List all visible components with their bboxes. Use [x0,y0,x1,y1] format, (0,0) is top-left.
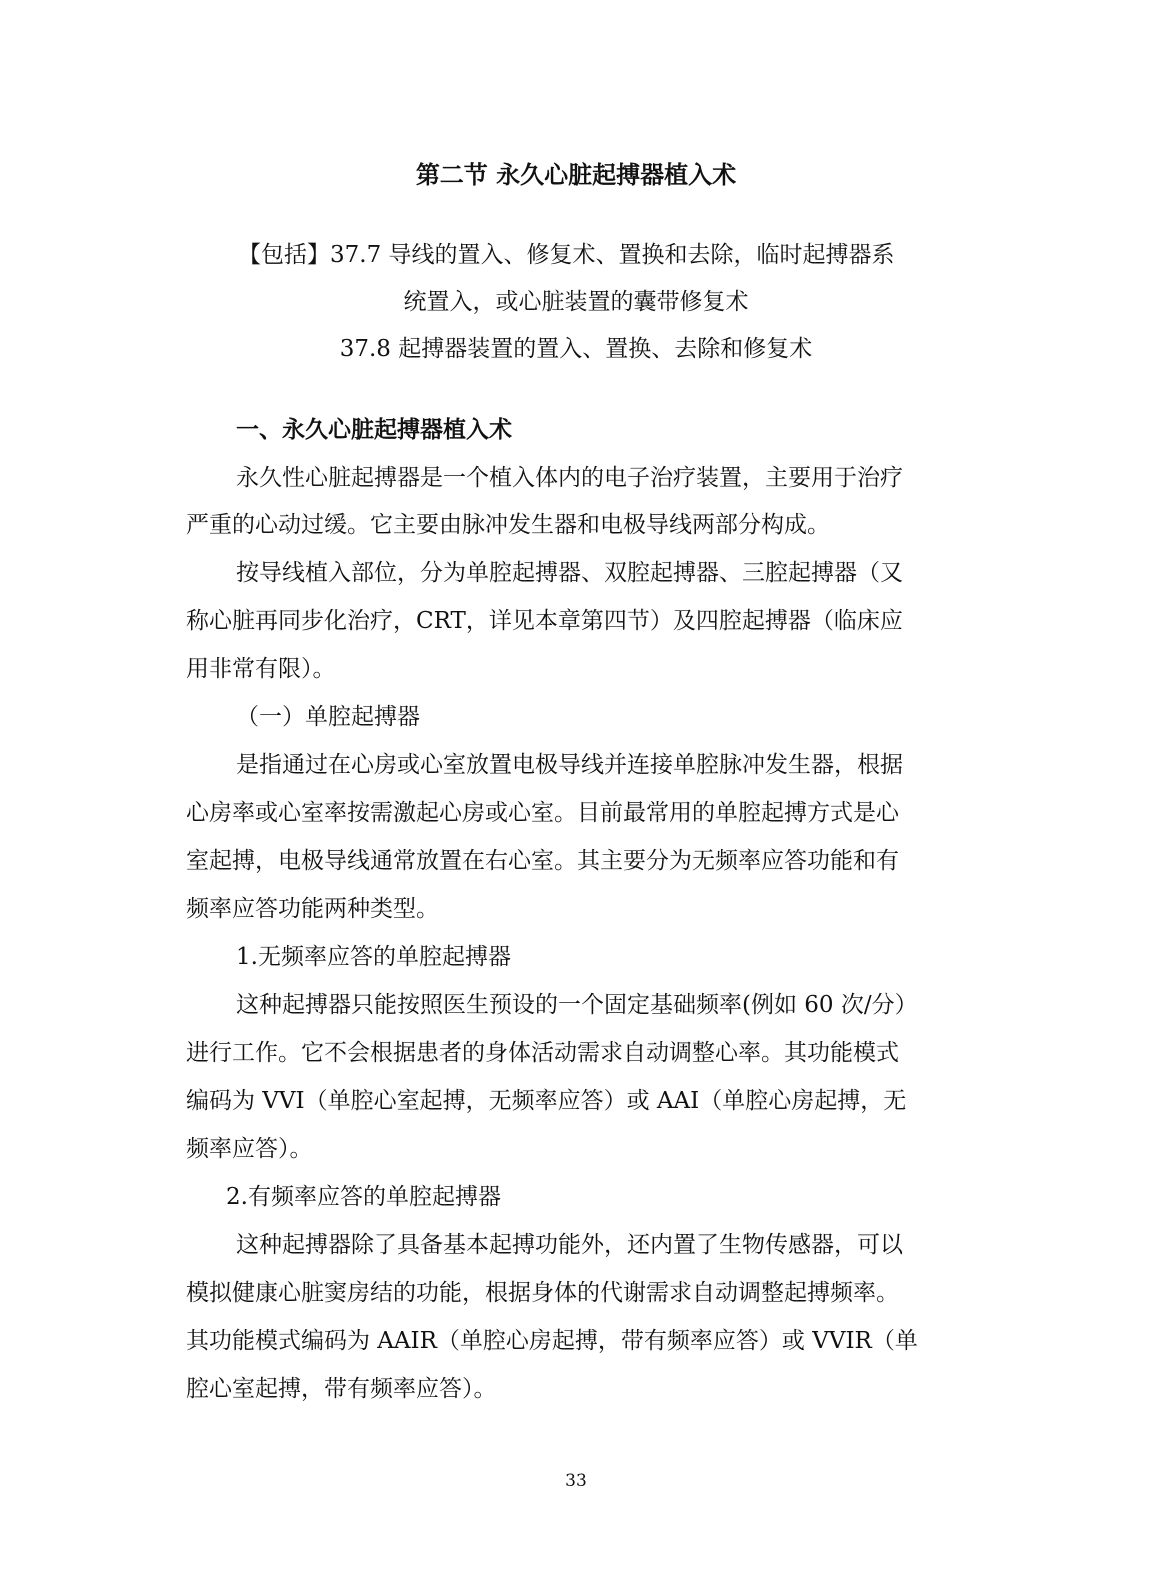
paragraph-5-line-3: 其功能模式编码为 AAIR（单腔心房起搏，带有频率应答）或 VVIR（单 [186,1328,918,1354]
includes-line-3: 37.8 起搏器装置的置入、置换、去除和修复术 [339,336,813,362]
paragraph-2-line-1: 按导线植入部位，分为单腔起搏器、双腔起搏器、三腔起搏器（又 [236,560,903,586]
section-title: 第二节 永久心脏起搏器植入术 [415,160,737,189]
paragraph-2-line-2: 称心脏再同步化治疗，CRT，详见本章第四节）及四腔起搏器（临床应 [186,608,903,634]
paragraph-2-line-3: 用非常有限）。 [186,656,336,682]
paragraph-5-line-4: 腔心室起搏，带有频率应答）。 [186,1376,497,1402]
paragraph-4-line-4: 频率应答）。 [186,1136,313,1162]
paragraph-3-line-3: 室起搏，电极导线通常放置在右心室。其主要分为无频率应答功能和有 [186,848,899,874]
subheading-1: （一）单腔起搏器 [236,704,420,730]
paragraph-4-line-2: 进行工作。它不会根据患者的身体活动需求自动调整心率。其功能模式 [186,1040,899,1066]
paragraph-1-line-2: 严重的心动过缓。它主要由脉冲发生器和电极导线两部分构成。 [186,512,830,538]
paragraph-5-line-2: 模拟健康心脏窦房结的功能，根据身体的代谢需求自动调整起搏频率。 [186,1280,899,1306]
includes-line-2: 统置入，或心脏装置的囊带修复术 [403,289,749,315]
paragraph-4-line-3: 编码为 VVI（单腔心室起搏，无频率应答）或 AAI（单腔心房起搏，无 [186,1088,907,1114]
item-2-title: 2.有频率应答的单腔起搏器 [226,1184,501,1210]
heading-1: 一、永久心脏起搏器植入术 [236,416,512,443]
item-1-title: 1.无频率应答的单腔起搏器 [236,944,511,970]
page-number: 33 [565,1471,587,1491]
paragraph-3-line-4: 频率应答功能两种类型。 [186,896,439,922]
paragraph-3-line-1: 是指通过在心房或心室放置电极导线并连接单腔脉冲发生器，根据 [236,752,903,778]
paragraph-5-line-1: 这种起搏器除了具备基本起搏功能外，还内置了生物传感器，可以 [236,1232,903,1258]
paragraph-1-line-1: 永久性心脏起搏器是一个植入体内的电子治疗装置，主要用于治疗 [236,465,903,491]
paragraph-3-line-2: 心房率或心室率按需激起心房或心室。目前最常用的单腔起搏方式是心 [186,800,899,826]
includes-line-1: 【包括】37.7 导线的置入、修复术、置换和去除，临时起搏器系 [238,242,895,268]
paragraph-4-line-1: 这种起搏器只能按照医生预设的一个固定基础频率(例如 60 次/分） [236,992,918,1018]
